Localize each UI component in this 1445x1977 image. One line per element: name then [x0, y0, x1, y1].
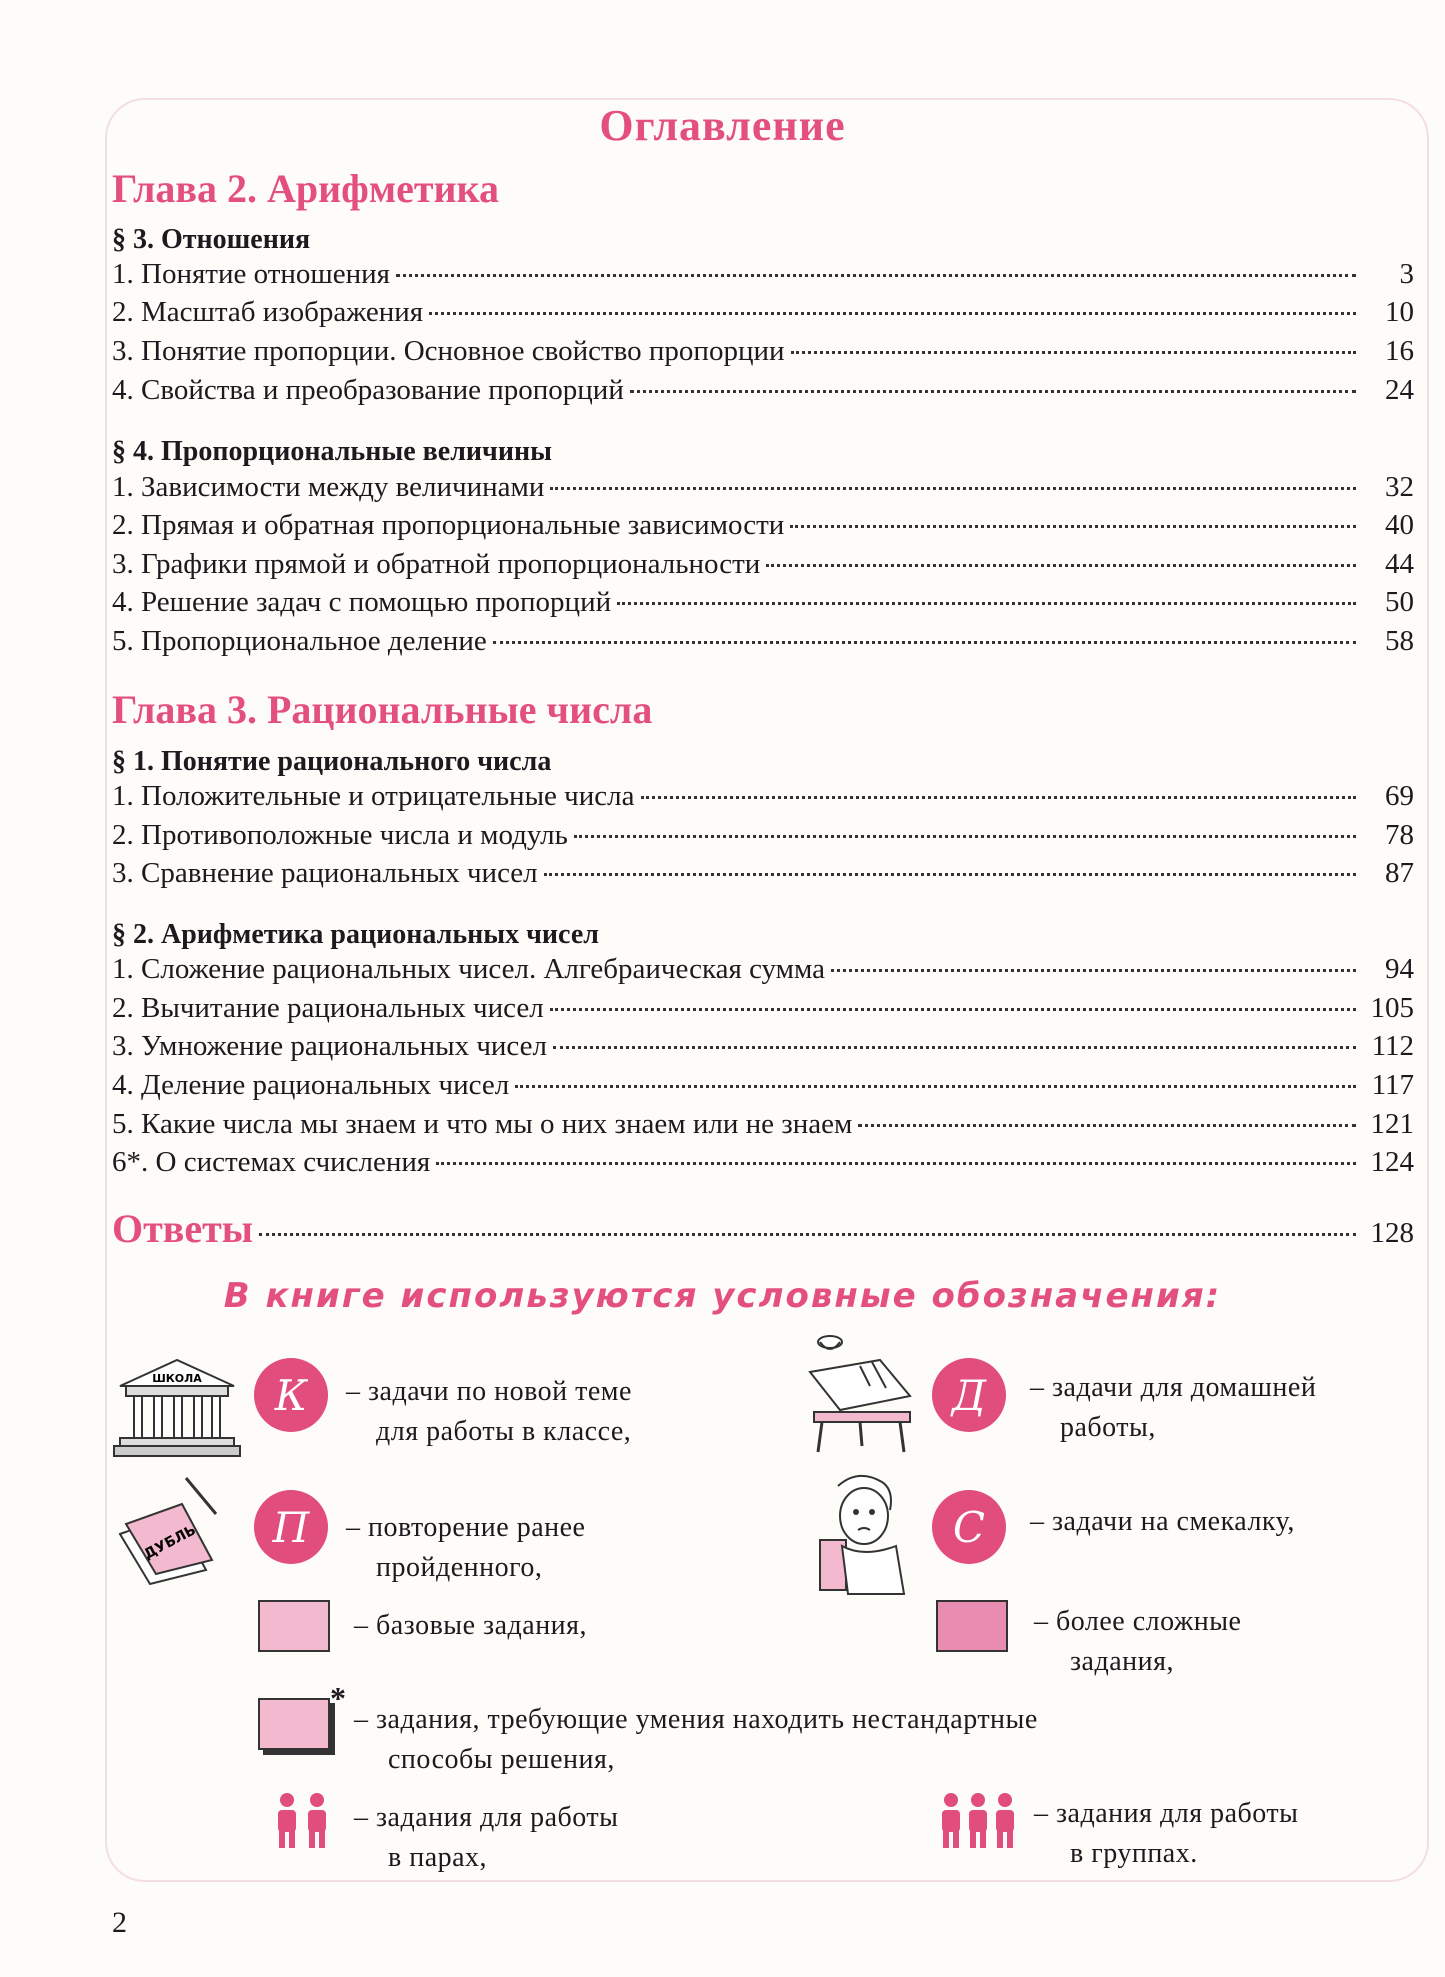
- chapter-3-title: Глава 3. Рациональные числа: [112, 687, 653, 732]
- toc-page: 50: [1385, 586, 1414, 618]
- toc-leader: [641, 796, 1357, 799]
- toc-label: 1. Сложение рациональных чисел. Алгебраическая сумма: [112, 953, 826, 985]
- toc-leader: [550, 487, 1356, 490]
- toc-page: 16: [1385, 335, 1414, 367]
- star-mark: *: [330, 1680, 346, 1716]
- toc-leader: [630, 390, 1356, 393]
- toc-page: 40: [1385, 509, 1414, 541]
- legend-pairs-line1: – задания для работы: [354, 1802, 619, 1833]
- toc-row[interactable]: [112, 335, 1414, 373]
- toc-row[interactable]: [112, 296, 1414, 334]
- legend-d-line2: работы,: [1060, 1412, 1156, 1443]
- legend-k-line1: – задачи по новой теме: [346, 1376, 632, 1407]
- toc-page: 44: [1385, 548, 1414, 580]
- section-title: § 2. Арифметика рациональных чисел: [112, 919, 599, 950]
- toc-leader: [791, 351, 1356, 354]
- legend-k-line2: для работы в классе,: [376, 1416, 632, 1447]
- toc-label: 2. Вычитание рациональных чисел: [112, 992, 544, 1024]
- toc-leader: [553, 1046, 1356, 1049]
- legend-s-line1: – задачи на смекалку,: [1030, 1506, 1295, 1537]
- legend-p-line1: – повторение ранее: [346, 1512, 586, 1543]
- school-building-icon: [112, 1356, 242, 1460]
- toc-page: 105: [1370, 992, 1414, 1024]
- toc-row[interactable]: [112, 586, 1414, 624]
- toc-leader: [544, 873, 1356, 876]
- toc-row[interactable]: [112, 953, 1414, 991]
- toc-leader: [493, 641, 1356, 644]
- section-title: § 3. Отношения: [112, 224, 311, 255]
- toc-row[interactable]: [112, 992, 1414, 1030]
- toc-page: 112: [1371, 1030, 1414, 1062]
- toc-leader: [515, 1085, 1356, 1088]
- answers-label: Ответы: [112, 1206, 253, 1251]
- toc-row[interactable]: [112, 374, 1414, 412]
- toc-label: 3. Графики прямой и обратной пропорциональности: [112, 548, 761, 580]
- book-sign-text: ДУБЛЬ: [141, 1522, 199, 1563]
- toc-row[interactable]: [112, 1108, 1414, 1146]
- toc-page: 87: [1385, 857, 1414, 889]
- toc-page: 128: [1370, 1217, 1414, 1249]
- legend-complex-line2: задания,: [1070, 1646, 1175, 1677]
- legend-p-line2: пройденного,: [376, 1552, 543, 1583]
- section-title: § 4. Пропорциональные величины: [112, 436, 552, 467]
- toc-leader: [574, 835, 1356, 838]
- toc-row[interactable]: [112, 1146, 1414, 1184]
- chapter-2-title: Глава 2. Арифметика: [112, 166, 499, 211]
- legend-groups-line1: – задания для работы: [1034, 1798, 1299, 1829]
- toc-page: 69: [1385, 780, 1414, 812]
- toc-row[interactable]: [112, 819, 1414, 857]
- toc-row[interactable]: [112, 1069, 1414, 1107]
- toc-label: 5. Пропорциональное деление: [112, 625, 487, 657]
- toc-row[interactable]: [112, 780, 1414, 818]
- toc-label: 2. Прямая и обратная пропорциональные зависимости: [112, 509, 785, 541]
- toc-page: 24: [1385, 374, 1414, 406]
- legend-complex-line1: – более сложные: [1034, 1606, 1242, 1637]
- thinker-icon: [808, 1466, 918, 1598]
- basic-task-icon: [258, 1600, 330, 1652]
- legend-nonstandard-line1: – задания, требующие умения находить нестандартные: [354, 1704, 1038, 1735]
- toc-label: 1. Положительные и отрицательные числа: [112, 780, 635, 812]
- toc-leader: [766, 564, 1356, 567]
- toc-row[interactable]: [112, 548, 1414, 586]
- legend-d-line1: – задачи для домашней: [1030, 1372, 1317, 1403]
- toc-row[interactable]: [112, 258, 1414, 296]
- toc-page: 3: [1399, 258, 1414, 290]
- toc-page: 121: [1370, 1108, 1414, 1140]
- toc-label: 3. Понятие пропорции. Основное свойство пропорции: [112, 335, 785, 367]
- toc-page: 32: [1385, 471, 1414, 503]
- section-title: § 1. Понятие рационального числа: [112, 746, 552, 777]
- toc-leader: [396, 274, 1356, 277]
- toc-page: 94: [1385, 953, 1414, 985]
- toc-label: 3. Умножение рациональных чисел: [112, 1030, 547, 1062]
- toc-row[interactable]: [112, 625, 1414, 663]
- toc-label: 3. Сравнение рациональных чисел: [112, 857, 538, 889]
- toc-page: 124: [1370, 1146, 1414, 1178]
- toc-label: 4. Деление рациональных чисел: [112, 1069, 510, 1101]
- page-number: 2: [112, 1906, 127, 1939]
- complex-task-icon: [936, 1600, 1008, 1652]
- legend-basic: – базовые задания,: [354, 1610, 588, 1641]
- toc-row[interactable]: [112, 1030, 1414, 1068]
- toc-label: 4. Решение задач с помощью пропорций: [112, 586, 612, 618]
- toc-leader: [617, 602, 1356, 605]
- toc-leader: [550, 1008, 1356, 1011]
- school-sign-text: ШКОЛА: [152, 1372, 202, 1385]
- toc-label: 6*. О системах счисления: [112, 1146, 431, 1178]
- toc-row-answers[interactable]: [112, 1205, 1414, 1253]
- legend-groups-line2: в группах.: [1070, 1838, 1198, 1869]
- toc-leader: [858, 1124, 1356, 1127]
- nonstandard-task-icon: [258, 1698, 330, 1750]
- badge-p: П: [254, 1490, 328, 1564]
- toc-label: 2. Масштаб изображения: [112, 296, 424, 328]
- page-title: Оглавление: [599, 101, 846, 150]
- toc-leader: [790, 525, 1356, 528]
- legend-pairs-line2: в парах,: [388, 1842, 488, 1873]
- pair-work-icon: [272, 1792, 332, 1850]
- toc-label: 1. Понятие отношения: [112, 258, 391, 290]
- toc-label: 4. Свойства и преобразование пропорций: [112, 374, 624, 406]
- toc-leader: [831, 969, 1356, 972]
- toc-label: 2. Противоположные числа и модуль: [112, 819, 568, 851]
- toc-page: 117: [1371, 1069, 1414, 1101]
- toc-page: 58: [1385, 625, 1414, 657]
- toc-row[interactable]: [112, 857, 1414, 895]
- toc-leader: [259, 1233, 1356, 1236]
- badge-s: С: [932, 1490, 1006, 1564]
- legend-heading: В книге используются условные обозначения:: [223, 1276, 1222, 1316]
- toc-row[interactable]: [112, 509, 1414, 547]
- badge-k: К: [254, 1358, 328, 1432]
- toc-leader: [436, 1162, 1356, 1165]
- toc-label: 5. Какие числа мы знаем и что мы о них знаем или не знаем: [112, 1108, 853, 1140]
- toc-label: 1. Зависимости между величинами: [112, 471, 545, 503]
- group-work-icon: [938, 1792, 1018, 1850]
- toc-leader: [429, 312, 1356, 315]
- book-icon: [116, 1474, 236, 1586]
- toc-row[interactable]: [112, 471, 1414, 509]
- homework-desk-icon: [800, 1326, 920, 1454]
- toc-page: 10: [1385, 296, 1414, 328]
- legend-nonstandard-line2: способы решения,: [388, 1744, 615, 1775]
- toc-page: 78: [1385, 819, 1414, 851]
- badge-d: Д: [932, 1358, 1006, 1432]
